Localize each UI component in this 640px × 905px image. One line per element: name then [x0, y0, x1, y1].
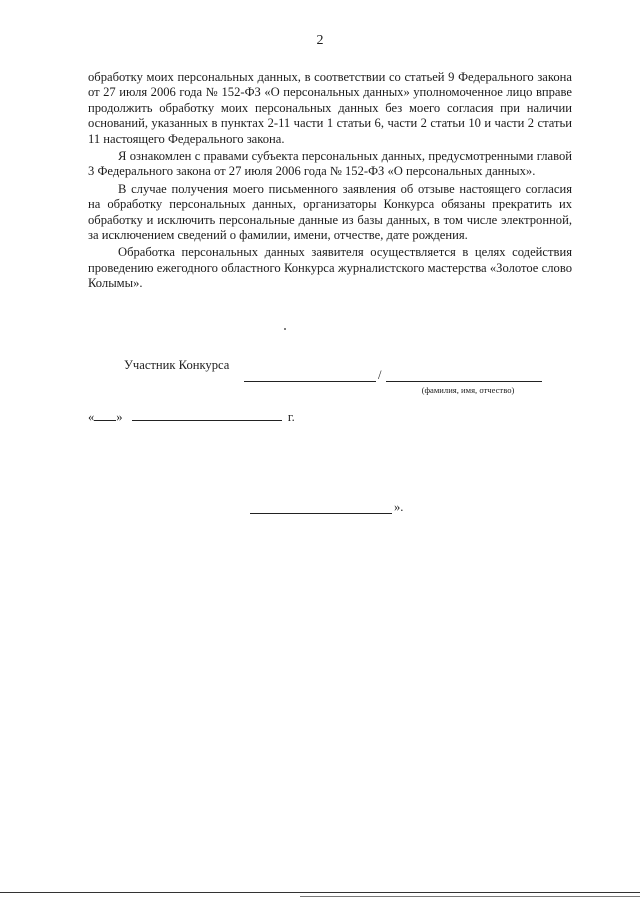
date-field — [88, 410, 295, 425]
scan-edge-line — [0, 892, 640, 893]
page-number: 2 — [316, 33, 324, 48]
signature-separator: / — [378, 368, 382, 382]
paragraph-continuation: обработку моих персональных данных, в соответствии со статьей 9 Федерального закона от 27 июля 2006 года № 152-ФЗ «О персональных данных» уполномоченное лицо вправе продолжить обработку моих персональных данных без моего согласия при наличии оснований, указанных в пунктах 2-11 части 1 статьи 6, части 2 статьи 10 и части 2 статьи 11 настоящего Федерального закона. — [88, 70, 572, 146]
scan-speck — [284, 328, 286, 330]
consent-text — [88, 70, 572, 292]
date-close-quote: » — [116, 410, 123, 424]
paragraph-purpose: Обработка персональных данных заявителя осуществляется в целях содействия проведению ежегодного областного Конкурса журналистского мастерства «Золотое слово Колымы». — [88, 245, 572, 291]
participant-label: Участник Конкурса — [124, 358, 230, 372]
scan-edge-line-secondary — [300, 896, 640, 897]
closing-line — [250, 513, 392, 514]
full-name-line — [386, 381, 542, 382]
full-name-caption: (фамилия, имя, отчество) — [421, 385, 515, 395]
paragraph-rights: Я ознакомлен с правами субъекта персональных данных, предусмотренными главой 3 Федерального закона от 27 июля 2006 года № 152-ФЗ «О персональных данных». — [88, 149, 572, 179]
year-suffix: г. — [287, 410, 295, 424]
paragraph-withdrawal: В случае получения моего письменного заявления об отзыве настоящего согласия на обработку персональных данных, организаторы Конкурса обязаны прекратить их обработку и исключить персональные данные из базы данных, в том числе электронной, за исключением сведений о фамилии, имени, отчестве, дате рождения. — [88, 181, 572, 243]
closing-quote: ». — [394, 500, 404, 514]
date-open-quote: « — [88, 410, 95, 424]
signature-line — [244, 381, 376, 382]
month-year-blank — [132, 420, 282, 421]
day-blank — [94, 420, 116, 421]
